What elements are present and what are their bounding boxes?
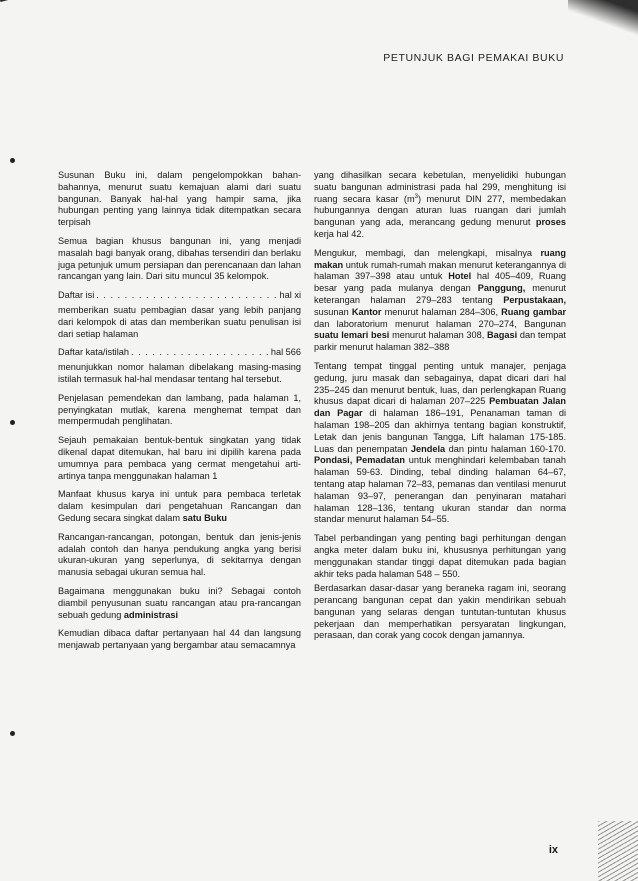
bold-term: satu Buku <box>182 512 228 523</box>
bold-term: proses <box>535 217 566 228</box>
glossary-reference <box>58 347 301 359</box>
bold-term: Kantor <box>351 306 382 317</box>
text-run: Tentang tempat tinggal penting untuk manajer, penjaga gedung, juru masak dan sebagainya, dapat dicari dari hal 235–245 dan menurut bentuk, luas, dan perlengkapan Ruang khusus dapat dicari di halaman 207–225 <box>314 360 566 407</box>
toc-reference <box>58 290 301 302</box>
paragraph: Semua bagian khusus bangunan ini, yang menjadi masalah bagi banyak orang, dibahas tersendiri dan berlaku juga petunjuk umum persiapan dan perencanaan dan lahan rancangan yang lain. Dari situ muncul 35 kelompok. <box>58 235 301 282</box>
bold-term: Jendela <box>410 443 446 454</box>
glossary-page-ref: hal 566 <box>270 347 301 358</box>
page-number: ix <box>548 844 558 856</box>
superscript: 3 <box>414 193 418 200</box>
text-run: menurut keterangan halaman 279–283 tentang <box>314 283 566 305</box>
paragraph: Penjelasan pemendekan dan lambang, pada halaman 1, penyingkatan mutlak, karena menghemat tempat dan mempermudah penglihatan. <box>58 392 301 427</box>
toc-page-ref: hal xi <box>279 290 301 301</box>
bold-term: ruang makan <box>314 247 566 270</box>
text-run: ) menurut DIN 277, membedakan hubungannya dengan aturan luas ruangan dari jumlah bangunan yang ada, merancang gedung menurut <box>314 193 566 228</box>
text-run: Manfaat khusus karya ini untuk para pembaca terletak dalam kesimpulan dari pengetahuan Rancangan dan Gedung secara singkat dalam <box>58 489 301 523</box>
bold-term: Ruang gambar <box>501 306 567 317</box>
binder-hole-top <box>10 158 15 163</box>
leader-dots <box>96 290 277 302</box>
glossary-label: Daftar kata/istilah <box>58 347 129 358</box>
paragraph <box>58 586 301 621</box>
bold-term: administrasi <box>123 609 179 620</box>
text-run: menurut halaman 308, <box>392 330 485 341</box>
bold-term: Pondasi, Pemadatan <box>314 455 406 466</box>
text-run: di halaman 186–191, Penanaman taman di halaman 198–205 dan akhirnya tentang bagian konstruktif, Letak dan jenis bangunan Tangga, Lift halaman 175-185. Luas dan penempatan <box>314 408 566 454</box>
paragraph: Berdasarkan dasar-dasar yang beraneka ragam ini, seorang perancang bangunan cepat dan yakin mendirikan sebuah bangunan yang selaras dengan tuntutan-tuntutan khusus pekerjaan dan memperhatikan persyaratan lingkungan, perasaan, dan corak yang cocok dengan jamannya. <box>314 583 566 641</box>
text-run: hal 405–409, Ruang besar yang pada mulanya dengan <box>314 271 566 294</box>
paragraph: Rancangan-rancangan, potongan, bentuk dan jenis-jenis adalah contoh dan hanya pendukung angka yang berisi ukuran-ukuran yang seperlunya, di sekitarnya dengan manusia sebagai ukuran semua hal. <box>58 531 301 578</box>
scan-edge-bottom-right <box>598 821 638 881</box>
paragraph <box>314 361 566 526</box>
toc-label: Daftar isi <box>58 290 95 301</box>
paragraph: memberikan suatu pembagian dasar yang lebih panjang dari kelompok di atas dan memberikan suatu penulisan isi dari setiap halaman <box>58 304 301 339</box>
text-run: dan tempat parkir menurut halaman 382–388 <box>314 330 566 353</box>
bold-term: Panggung, <box>477 283 526 294</box>
bold-term: Perpustakaan, <box>503 294 566 305</box>
paragraph <box>58 489 301 524</box>
bold-term: Bagasi <box>487 330 518 341</box>
text-run: dan pintu halaman 160-170. <box>448 443 566 454</box>
paragraph: Kemudian dibaca daftar pertanyaan hal 44 dan langsung menjawab pertanyaan yang bergambar atau semacamnya <box>58 628 301 651</box>
binder-hole-bottom <box>10 731 15 736</box>
text-run: untuk rumah-rumah makan menurut keterangannya di halaman 397–398 atau untuk <box>314 259 566 282</box>
text-run: Bagaimana menggunakan buku ini? Sebagai contoh diambil penyusunan suatu rancangan atau pra-rancangan sebuah gedung <box>58 585 301 620</box>
paragraph <box>314 248 566 354</box>
left-column <box>58 170 301 659</box>
text-run: dan laboratorium menurut halaman 270–274, Bangunan <box>314 318 566 329</box>
text-run: menurut halaman 284–306, <box>384 306 499 317</box>
scan-edge-top-left <box>0 0 43 16</box>
text-run: kerja hal 42. <box>314 228 365 239</box>
bold-term: Pembuatan Jalan dan Pagar <box>314 396 566 419</box>
binder-hole-middle <box>10 420 15 425</box>
leader-dots <box>131 347 269 359</box>
bold-term: suatu lemari besi <box>314 330 390 341</box>
right-column <box>314 170 566 649</box>
bold-term: Hotel <box>448 271 472 282</box>
text-run: Mengukur, membagi, dan melengkapi, misalnya <box>314 247 533 258</box>
paragraph: menunjukkan nomor halaman dibelakang masing-masing istilah termasuk hal-hal mendasar tentang hal tersebut. <box>58 362 301 384</box>
paragraph: Susunan Buku ini, dalam pengelompokkan bahan-bahannya, menurut suatu kemajuan alami dari suatu bangunan. Banyak hal-hal yang hampir sama, jika hubungan penting yang lainnya tidak ditempatkan secara terpisah <box>58 170 301 228</box>
running-head: PETUNJUK BAGI PEMAKAI BUKU <box>383 52 564 64</box>
paragraph: Tabel perbandingan yang penting bagi perhitungan dengan angka meter dalam buku ini, khususnya perhitungan yang menggunakan standar tinggi dapat ditemukan pada bagian akhir teks pada halaman 548 – 550. <box>314 533 566 579</box>
paragraph: Sejauh pemakaian bentuk-bentuk singkatan yang tidak dikenal dapat ditemukan, hal baru ini dipilih karena pada umumnya para pembaca yang cermat mengetahui arti-artinya tanpa menggunakan halaman 1 <box>58 435 301 481</box>
paragraph <box>314 170 566 241</box>
text-run: untuk menghindari kelembaban tanah halaman 59-63. Dinding, tebal dinding halaman 64–67, tentang atap halaman 72–83, pemanas dan ventilasi menurut halaman 93–97, penerangan dan penyinaran matahari halaman 128–136, tentang ukuran standar dan norma standar menurut halaman 54–55. <box>314 455 566 525</box>
text-run: susunan <box>314 306 349 317</box>
scan-edge-top-right <box>568 0 638 40</box>
text-run: yang dihasilkan secara kebetulan, menyelidiki hubungan suatu bangunan administrasi pada hal 299, menghitung isi ruang secara kasar (m <box>314 170 566 204</box>
